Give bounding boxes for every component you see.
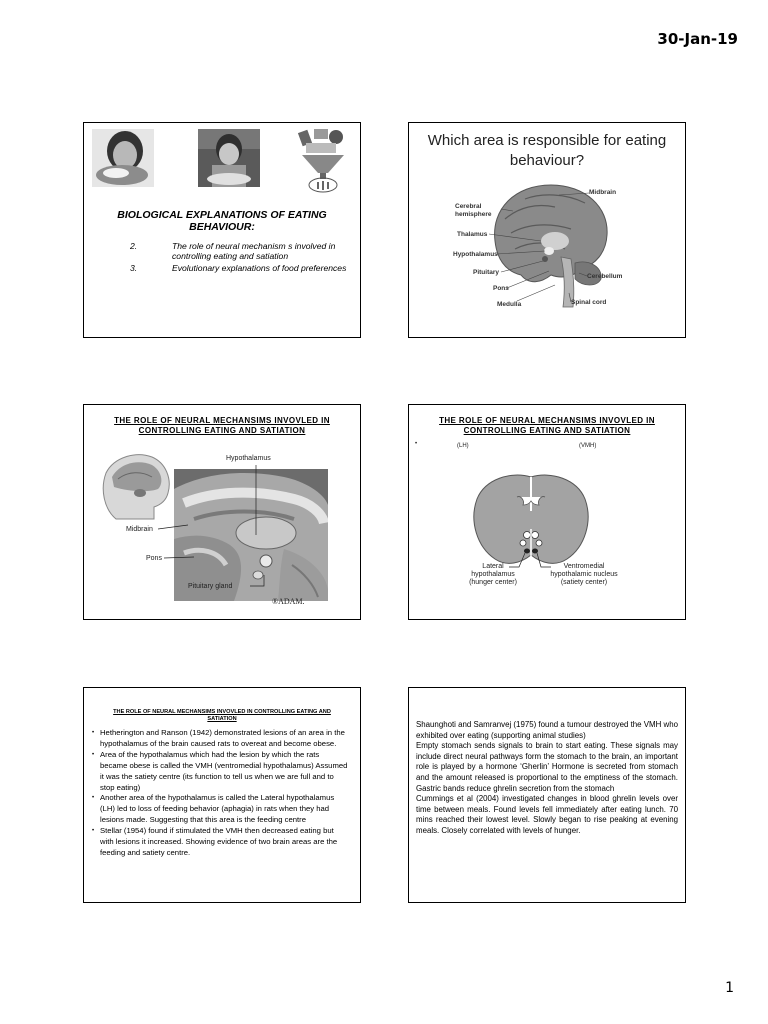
slide-6 (408, 687, 686, 903)
slide-5 (83, 687, 361, 903)
slide-4-title: THE ROLE OF NEURAL MECHANSIMS INVOVLED IN CONTROLLING EATING AND SATIATION (439, 416, 655, 435)
label-cerebral-hemisphere: Cerebral hemisphere (455, 203, 492, 218)
list-item-number: 2. (130, 241, 138, 251)
slide-5-title: THE ROLE OF NEURAL MECHANSIMS INVOVLED IN CONTROLLING EATING AND SATIATION (113, 709, 331, 722)
bullet-icon: • (92, 795, 95, 802)
slide-2 (408, 122, 686, 338)
woman-eating-photo (92, 129, 154, 187)
list-item-text: Hetherington and Ranson (1942) demonstrated lesions of an area in the hypothalamus of the brain caused rats to overeat and become obese. (100, 728, 345, 748)
list-item (92, 750, 348, 794)
label-pituitary-gland: Pituitary gland (188, 583, 233, 590)
bullet-marker: • (415, 441, 418, 447)
slide-3-title: THE ROLE OF NEURAL MECHANSIMS INVOVLED IN CONTROLLING EATING AND SATIATION (114, 416, 330, 435)
list-item (92, 728, 348, 750)
label-medulla: Medulla (497, 301, 522, 308)
vmh-label: (VMH) (579, 443, 597, 449)
list-item-text: The role of neural mechanism s involved in controlling eating and satiation (172, 241, 336, 261)
list-item-text: Stellar (1954) found if stimulated the VMH then decreased eating but with lesions it increased. Showing evidence of two brain areas are the feeding and satiety centre. (100, 826, 338, 857)
bullet-icon: • (92, 730, 95, 736)
slide-4-leader-lines (409, 405, 686, 620)
paragraph: Shaunghoti and Samranvej (1975) found a tumour destroyed the VMH who exhibited over eating (supporting animal studies) (416, 720, 678, 740)
list-item-text: Evolutionary explanations of food preferences (172, 263, 347, 273)
list-item (92, 826, 348, 859)
food-funnel-image (292, 127, 354, 195)
label-pons: Pons (493, 285, 509, 292)
label-midbrain: Midbrain (589, 189, 617, 196)
slide-1-title: BIOLOGICAL EXPLANATIONS OF EATING BEHAVIOUR: (117, 209, 327, 233)
slide-1 (83, 122, 361, 338)
list-item-text: Another area of the hypothalamus is called the Lateral hypothalamus (LH) led to loss of feeding behavior (aphagia) in rats when they had lesions made. Suggesting that this area is the feeding centre (100, 793, 335, 825)
bullet-icon: • (92, 828, 95, 835)
slide-3-leader-lines (84, 405, 361, 620)
slide-5-bullet-list (92, 728, 348, 859)
ventromedial-nucleus-label: Ventromedial hypothalamic nucleus (satiety center) (550, 563, 618, 586)
label-midbrain: Midbrain (126, 526, 153, 533)
slide-2-leader-lines (409, 123, 686, 338)
list-item (92, 793, 348, 826)
label-pons: Pons (146, 555, 162, 562)
boy-eating-image (198, 129, 260, 187)
label-spinal-cord: Spinal cord (571, 299, 607, 306)
label-pituitary: Pituitary (473, 269, 500, 276)
slide-6-body (416, 720, 678, 837)
lateral-hypothalamus-label: Lateral hypothalamus (hunger center) (469, 563, 517, 586)
label-hypothalamus: Hypothalamus (226, 455, 271, 462)
slide-2-title: Which area is responsible for eating behaviour? (427, 132, 667, 169)
lh-label: (LH) (457, 443, 469, 449)
slide-1-list (130, 241, 350, 275)
woman-eating-image (92, 129, 154, 187)
label-hypothalamus: Hypothalamus (453, 251, 498, 258)
paragraph: Empty stomach sends signals to brain to start eating. These signals may include direct neural pathways form the stomach to the brain, an important role is played by a hormone ‘Gherlin’ Hormone is secreted from stomach and the amount released is proportional to the emptiness of the stomach. Gastric bands reduce ghrelin secretion from the stomach (416, 741, 678, 793)
list-item (130, 241, 350, 261)
slide-3 (83, 404, 361, 620)
boy-eating-photo (198, 129, 260, 187)
food-funnel-photo (292, 127, 354, 195)
adam-brand-logo: ®ADAM. (272, 597, 305, 606)
paragraph: Cummings et al (2004) investigated changes in blood ghrelin levels over time between meals. Found levels fell immediately after eating lunch. 70 mins reached their lowest level. Slowly began to rise peaking at evening meals. Closely correlated with levels of hunger. (416, 794, 678, 835)
page-number: 1 (725, 980, 734, 996)
label-thalamus: Thalamus (457, 231, 488, 238)
label-cerebellum: Cerebellum (587, 273, 623, 280)
header-date: 30-Jan-19 (657, 30, 738, 48)
slide-4 (408, 404, 686, 620)
bullet-icon: • (92, 751, 95, 758)
list-item-text: Area of the hypothalamus which had the lesion by which the rats became obese is called the VMH (ventromedial hypothalamus) Assumed it was the satiety centre (its function to tell us when we are full and to stop eating) (100, 749, 348, 792)
list-item (130, 263, 350, 273)
list-item-number: 3. (130, 263, 138, 273)
